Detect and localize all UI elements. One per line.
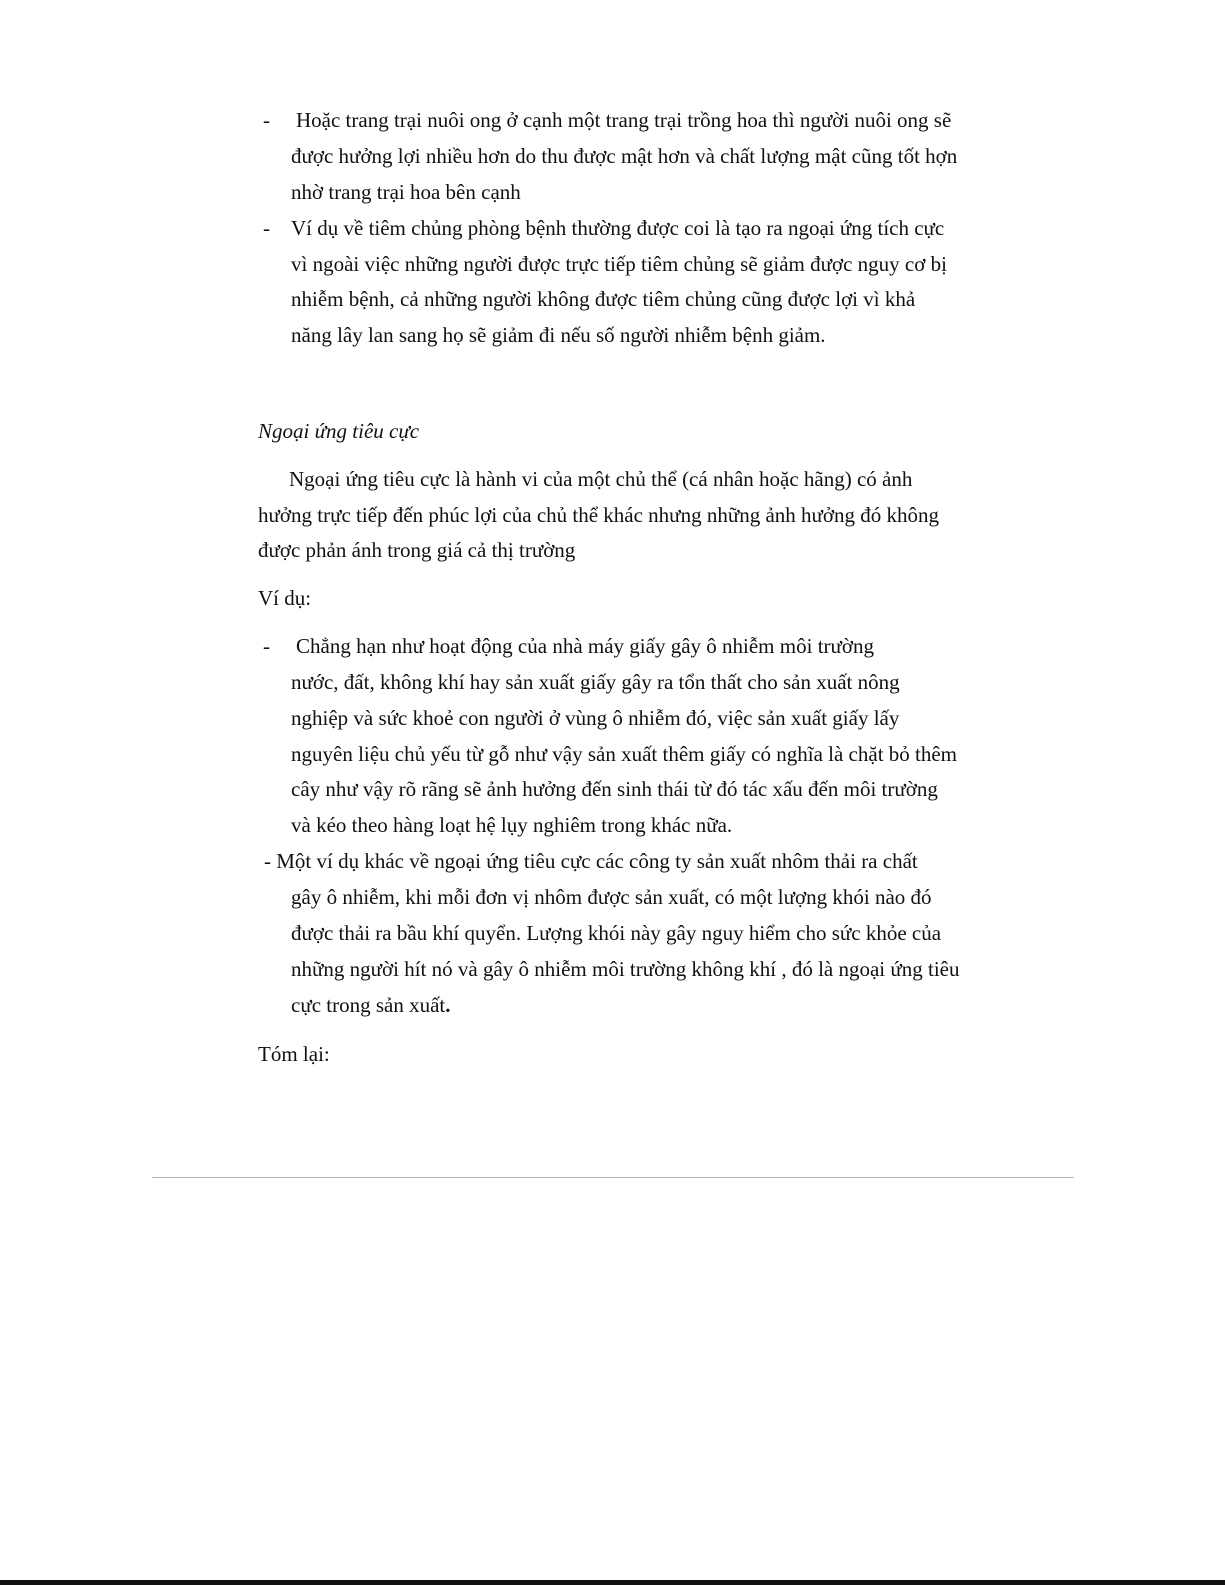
paper-mill-line-2: nước, đất, không khí hay sản xuất giấy gây ra tổn thất cho sản xuất nông [291,670,900,694]
paper-mill-line-5: cây như vậy rõ rãng sẽ ảnh hưởng đến sinh thái từ đó tác xấu đến môi trường [291,777,938,801]
paper-mill-line-3: nghiệp và sức khoẻ con người ở vùng ô nhiễm đó, việc sản xuất giấy lấy [291,706,900,730]
bottom-edge-rule [0,1580,1225,1585]
summary-label: Tóm lại: [258,1042,330,1066]
bee-farm-line-1: Hoặc trang trại nuôi ong ở cạnh một trang trại trồng hoa thì người nuôi ong sẽ [296,108,952,132]
aluminium-last-text: cực trong sản xuất [291,993,446,1017]
bee-farm-line-3: nhờ trang trại hoa bên cạnh [291,180,521,204]
aluminium-line-1: - Một ví dụ khác về ngoại ứng tiêu cực các công ty sản xuất nhôm thải ra chất [264,849,918,873]
vaccination-line-4: năng lây lan sang họ sẽ giảm đi nếu số người nhiễm bệnh giảm. [291,323,826,347]
aluminium-line-3: được thải ra bầu khí quyển. Lượng khói này gây nguy hiểm cho sức khỏe của [291,921,942,945]
paper-mill-line-6: và kéo theo hàng loạt hệ lụy nghiêm trong khác nữa. [291,813,733,837]
bullet-dash: - [263,108,270,132]
definition-line-1: Ngoại ứng tiêu cực là hành vi của một chủ thể (cá nhân hoặc hãng) có ảnh [289,467,913,491]
aluminium-line-2: gây ô nhiễm, khi mỗi đơn vị nhôm được sản xuất, có một lượng khói nào đó [291,885,932,909]
vaccination-line-2: vì ngoài việc những người được trực tiếp tiêm chủng sẽ giảm được nguy cơ bị [291,252,947,276]
paper-mill-line-4: nguyên liệu chủ yếu từ gỗ như vậy sản xuất thêm giấy có nghĩa là chặt bỏ thêm [291,742,958,766]
paper-mill-line-1: Chẳng hạn như hoạt động của nhà máy giấy gây ô nhiễm môi trường [296,634,875,658]
bullet-dash: - [263,634,270,658]
vaccination-line-1: Ví dụ về tiêm chủng phòng bệnh thường được coi là tạo ra ngoại ứng tích cực [291,216,945,240]
definition-line-2: hưởng trực tiếp đến phúc lợi của chủ thể khác nhưng những ảnh hưởng đó không [258,503,940,527]
page-divider [152,1177,1074,1178]
aluminium-last-period: . [445,993,451,1017]
section-heading: Ngoại ứng tiêu cực [258,419,420,443]
bullet-dash: - [263,216,270,240]
definition-line-3: được phản ánh trong giá cả thị trường [258,538,576,562]
bee-farm-line-2: được hưởng lợi nhiều hơn do thu được mật hơn và chất lượng mật cũng tốt hợn [291,144,958,168]
vaccination-line-3: nhiễm bệnh, cả những người không được tiêm chủng cũng được lợi vì khả [291,287,916,311]
aluminium-line-4: những người hít nó và gây ô nhiễm môi trường không khí , đó là ngoại ứng tiêu [291,957,960,981]
example-label: Ví dụ: [258,586,312,610]
aluminium-line-5 [291,987,451,1023]
